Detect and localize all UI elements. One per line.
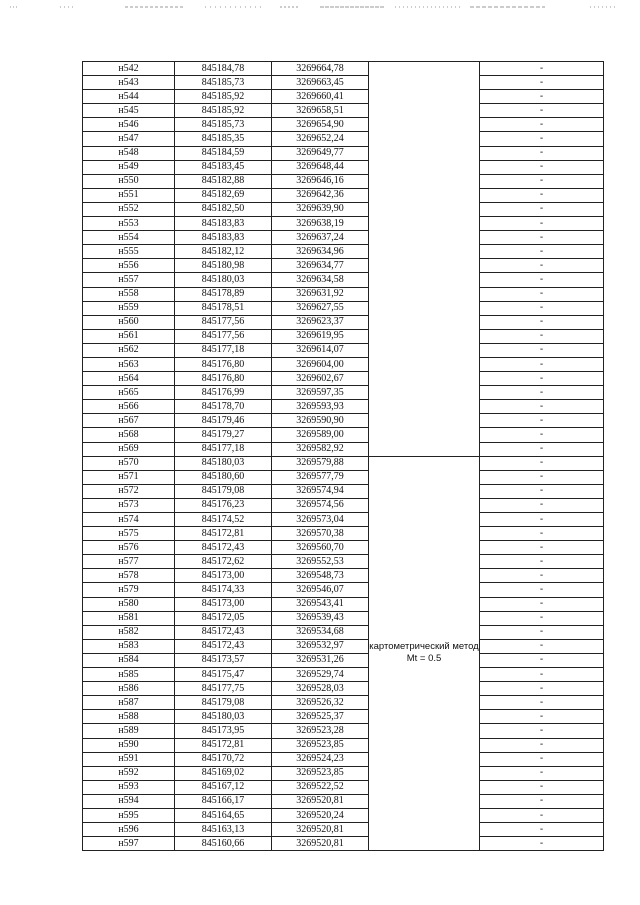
point-id-cell: н559 bbox=[83, 301, 175, 315]
x-coordinate-cell: 845179,46 bbox=[175, 414, 272, 428]
point-id-cell: н591 bbox=[83, 752, 175, 766]
x-coordinate-cell: 845184,59 bbox=[175, 146, 272, 160]
dash-cell: - bbox=[480, 696, 604, 710]
x-coordinate-cell: 845175,47 bbox=[175, 668, 272, 682]
dash-cell: - bbox=[480, 343, 604, 357]
x-coordinate-cell: 845172,43 bbox=[175, 639, 272, 653]
point-id-cell: н543 bbox=[83, 76, 175, 90]
y-coordinate-cell: 3269532,97 bbox=[272, 639, 369, 653]
y-coordinate-cell: 3269526,32 bbox=[272, 696, 369, 710]
dash-cell: - bbox=[480, 357, 604, 371]
x-coordinate-cell: 845172,05 bbox=[175, 611, 272, 625]
dash-cell: - bbox=[480, 386, 604, 400]
y-coordinate-cell: 3269638,19 bbox=[272, 217, 369, 231]
x-coordinate-cell: 845163,13 bbox=[175, 823, 272, 837]
dash-cell: - bbox=[480, 76, 604, 90]
dash-cell: - bbox=[480, 513, 604, 527]
point-id-cell: н596 bbox=[83, 823, 175, 837]
point-id-cell: н548 bbox=[83, 146, 175, 160]
dash-cell: - bbox=[480, 132, 604, 146]
dash-cell: - bbox=[480, 442, 604, 456]
y-coordinate-cell: 3269574,94 bbox=[272, 484, 369, 498]
point-id-cell: н597 bbox=[83, 837, 175, 851]
table-row bbox=[83, 372, 604, 386]
dash-cell: - bbox=[480, 245, 604, 259]
x-coordinate-cell: 845176,23 bbox=[175, 498, 272, 512]
y-coordinate-cell: 3269523,85 bbox=[272, 738, 369, 752]
x-coordinate-cell: 845164,65 bbox=[175, 808, 272, 822]
table-row bbox=[83, 808, 604, 822]
point-id-cell: н585 bbox=[83, 668, 175, 682]
dash-cell: - bbox=[480, 597, 604, 611]
point-id-cell: н569 bbox=[83, 442, 175, 456]
x-coordinate-cell: 845172,81 bbox=[175, 738, 272, 752]
table-row bbox=[83, 639, 604, 653]
point-id-cell: н575 bbox=[83, 527, 175, 541]
y-coordinate-cell: 3269663,45 bbox=[272, 76, 369, 90]
x-coordinate-cell: 845185,92 bbox=[175, 90, 272, 104]
x-coordinate-cell: 845185,73 bbox=[175, 76, 272, 90]
dash-cell: - bbox=[480, 160, 604, 174]
y-coordinate-cell: 3269634,96 bbox=[272, 245, 369, 259]
point-id-cell: н542 bbox=[83, 62, 175, 76]
point-id-cell: н572 bbox=[83, 484, 175, 498]
x-coordinate-cell: 845176,80 bbox=[175, 372, 272, 386]
table-row bbox=[83, 738, 604, 752]
table-row bbox=[83, 118, 604, 132]
point-id-cell: н577 bbox=[83, 555, 175, 569]
point-id-cell: н566 bbox=[83, 400, 175, 414]
dash-cell: - bbox=[480, 372, 604, 386]
y-coordinate-cell: 3269520,81 bbox=[272, 837, 369, 851]
point-id-cell: н583 bbox=[83, 639, 175, 653]
x-coordinate-cell: 845173,95 bbox=[175, 724, 272, 738]
x-coordinate-cell: 845184,78 bbox=[175, 62, 272, 76]
y-coordinate-cell: 3269649,77 bbox=[272, 146, 369, 160]
x-coordinate-cell: 845178,51 bbox=[175, 301, 272, 315]
table-row bbox=[83, 329, 604, 343]
table-row bbox=[83, 527, 604, 541]
point-id-cell: н545 bbox=[83, 104, 175, 118]
x-coordinate-cell: 845182,88 bbox=[175, 174, 272, 188]
y-coordinate-cell: 3269548,73 bbox=[272, 569, 369, 583]
point-id-cell: н568 bbox=[83, 428, 175, 442]
y-coordinate-cell: 3269534,68 bbox=[272, 625, 369, 639]
y-coordinate-cell: 3269520,81 bbox=[272, 823, 369, 837]
dash-cell: - bbox=[480, 470, 604, 484]
x-coordinate-cell: 845182,69 bbox=[175, 188, 272, 202]
x-coordinate-cell: 845179,08 bbox=[175, 696, 272, 710]
table-row bbox=[83, 287, 604, 301]
point-id-cell: н594 bbox=[83, 794, 175, 808]
y-coordinate-cell: 3269639,90 bbox=[272, 202, 369, 216]
x-coordinate-cell: 845173,00 bbox=[175, 597, 272, 611]
table-row bbox=[83, 146, 604, 160]
dash-cell: - bbox=[480, 752, 604, 766]
dash-cell: - bbox=[480, 217, 604, 231]
point-id-cell: н567 bbox=[83, 414, 175, 428]
dash-cell: - bbox=[480, 273, 604, 287]
coordinates-table bbox=[82, 61, 604, 851]
point-id-cell: н549 bbox=[83, 160, 175, 174]
x-coordinate-cell: 845185,35 bbox=[175, 132, 272, 146]
table-row bbox=[83, 132, 604, 146]
point-id-cell: н557 bbox=[83, 273, 175, 287]
x-coordinate-cell: 845176,80 bbox=[175, 357, 272, 371]
dash-cell: - bbox=[480, 738, 604, 752]
method-cell-empty bbox=[369, 62, 480, 457]
y-coordinate-cell: 3269523,85 bbox=[272, 766, 369, 780]
y-coordinate-cell: 3269543,41 bbox=[272, 597, 369, 611]
table-row bbox=[83, 668, 604, 682]
x-coordinate-cell: 845172,62 bbox=[175, 555, 272, 569]
point-id-cell: н547 bbox=[83, 132, 175, 146]
dash-cell: - bbox=[480, 555, 604, 569]
table-row bbox=[83, 555, 604, 569]
dash-cell: - bbox=[480, 611, 604, 625]
dash-cell: - bbox=[480, 456, 604, 470]
point-id-cell: н579 bbox=[83, 583, 175, 597]
dash-cell: - bbox=[480, 724, 604, 738]
point-id-cell: н553 bbox=[83, 217, 175, 231]
point-id-cell: н578 bbox=[83, 569, 175, 583]
table-row bbox=[83, 752, 604, 766]
x-coordinate-cell: 845180,03 bbox=[175, 710, 272, 724]
x-coordinate-cell: 845180,60 bbox=[175, 470, 272, 484]
dash-cell: - bbox=[480, 484, 604, 498]
y-coordinate-cell: 3269604,00 bbox=[272, 357, 369, 371]
y-coordinate-cell: 3269627,55 bbox=[272, 301, 369, 315]
method-cell: картометрический метод Mt = 0.5 bbox=[369, 456, 480, 851]
y-coordinate-cell: 3269589,00 bbox=[272, 428, 369, 442]
x-coordinate-cell: 845185,73 bbox=[175, 118, 272, 132]
table-row bbox=[83, 104, 604, 118]
table-row bbox=[83, 315, 604, 329]
dash-cell: - bbox=[480, 653, 604, 667]
y-coordinate-cell: 3269597,35 bbox=[272, 386, 369, 400]
y-coordinate-cell: 3269614,07 bbox=[272, 343, 369, 357]
y-coordinate-cell: 3269646,16 bbox=[272, 174, 369, 188]
dash-cell: - bbox=[480, 794, 604, 808]
dash-cell: - bbox=[480, 329, 604, 343]
table-row bbox=[83, 766, 604, 780]
table-row bbox=[83, 386, 604, 400]
x-coordinate-cell: 845177,18 bbox=[175, 343, 272, 357]
x-coordinate-cell: 845179,27 bbox=[175, 428, 272, 442]
point-id-cell: н586 bbox=[83, 682, 175, 696]
table-row bbox=[83, 301, 604, 315]
point-id-cell: н551 bbox=[83, 188, 175, 202]
table-row bbox=[83, 780, 604, 794]
dash-cell: - bbox=[480, 259, 604, 273]
x-coordinate-cell: 845182,12 bbox=[175, 245, 272, 259]
y-coordinate-cell: 3269524,23 bbox=[272, 752, 369, 766]
y-coordinate-cell: 3269531,26 bbox=[272, 653, 369, 667]
y-coordinate-cell: 3269602,67 bbox=[272, 372, 369, 386]
dash-cell: - bbox=[480, 287, 604, 301]
y-coordinate-cell: 3269642,36 bbox=[272, 188, 369, 202]
point-id-cell: н555 bbox=[83, 245, 175, 259]
table-row bbox=[83, 611, 604, 625]
dash-cell: - bbox=[480, 104, 604, 118]
y-coordinate-cell: 3269523,28 bbox=[272, 724, 369, 738]
dash-cell: - bbox=[480, 541, 604, 555]
point-id-cell: н589 bbox=[83, 724, 175, 738]
point-id-cell: н584 bbox=[83, 653, 175, 667]
x-coordinate-cell: 845167,12 bbox=[175, 780, 272, 794]
x-coordinate-cell: 845185,92 bbox=[175, 104, 272, 118]
dash-cell: - bbox=[480, 823, 604, 837]
table-row bbox=[83, 724, 604, 738]
x-coordinate-cell: 845172,43 bbox=[175, 625, 272, 639]
y-coordinate-cell: 3269573,04 bbox=[272, 513, 369, 527]
y-coordinate-cell: 3269520,24 bbox=[272, 808, 369, 822]
y-coordinate-cell: 3269590,90 bbox=[272, 414, 369, 428]
y-coordinate-cell: 3269623,37 bbox=[272, 315, 369, 329]
point-id-cell: н550 bbox=[83, 174, 175, 188]
x-coordinate-cell: 845183,45 bbox=[175, 160, 272, 174]
dash-cell: - bbox=[480, 90, 604, 104]
x-coordinate-cell: 845177,56 bbox=[175, 329, 272, 343]
x-coordinate-cell: 845183,83 bbox=[175, 231, 272, 245]
y-coordinate-cell: 3269582,92 bbox=[272, 442, 369, 456]
table-row bbox=[83, 625, 604, 639]
point-id-cell: н590 bbox=[83, 738, 175, 752]
y-coordinate-cell: 3269574,56 bbox=[272, 498, 369, 512]
x-coordinate-cell: 845172,81 bbox=[175, 527, 272, 541]
table-row bbox=[83, 583, 604, 597]
point-id-cell: н582 bbox=[83, 625, 175, 639]
table-row bbox=[83, 428, 604, 442]
point-id-cell: н544 bbox=[83, 90, 175, 104]
x-coordinate-cell: 845169,02 bbox=[175, 766, 272, 780]
dash-cell: - bbox=[480, 710, 604, 724]
table-row bbox=[83, 541, 604, 555]
x-coordinate-cell: 845177,56 bbox=[175, 315, 272, 329]
y-coordinate-cell: 3269634,58 bbox=[272, 273, 369, 287]
y-coordinate-cell: 3269652,24 bbox=[272, 132, 369, 146]
point-id-cell: н588 bbox=[83, 710, 175, 724]
table-row bbox=[83, 202, 604, 216]
table-row bbox=[83, 357, 604, 371]
dash-cell: - bbox=[480, 780, 604, 794]
y-coordinate-cell: 3269637,24 bbox=[272, 231, 369, 245]
table-row bbox=[83, 794, 604, 808]
y-coordinate-cell: 3269528,03 bbox=[272, 682, 369, 696]
point-id-cell: н581 bbox=[83, 611, 175, 625]
table-row bbox=[83, 513, 604, 527]
point-id-cell: н580 bbox=[83, 597, 175, 611]
y-coordinate-cell: 3269522,52 bbox=[272, 780, 369, 794]
y-coordinate-cell: 3269631,92 bbox=[272, 287, 369, 301]
dash-cell: - bbox=[480, 808, 604, 822]
x-coordinate-cell: 845177,75 bbox=[175, 682, 272, 696]
dash-cell: - bbox=[480, 301, 604, 315]
point-id-cell: н587 bbox=[83, 696, 175, 710]
x-coordinate-cell: 845178,89 bbox=[175, 287, 272, 301]
table-row bbox=[83, 343, 604, 357]
dash-cell: - bbox=[480, 231, 604, 245]
y-coordinate-cell: 3269560,70 bbox=[272, 541, 369, 555]
dash-cell: - bbox=[480, 315, 604, 329]
y-coordinate-cell: 3269539,43 bbox=[272, 611, 369, 625]
point-id-cell: н554 bbox=[83, 231, 175, 245]
dash-cell: - bbox=[480, 202, 604, 216]
dash-cell: - bbox=[480, 414, 604, 428]
table-row bbox=[83, 470, 604, 484]
x-coordinate-cell: 845183,83 bbox=[175, 217, 272, 231]
x-coordinate-cell: 845174,33 bbox=[175, 583, 272, 597]
dash-cell: - bbox=[480, 498, 604, 512]
dash-cell: - bbox=[480, 62, 604, 76]
point-id-cell: н570 bbox=[83, 456, 175, 470]
x-coordinate-cell: 845182,50 bbox=[175, 202, 272, 216]
y-coordinate-cell: 3269577,79 bbox=[272, 470, 369, 484]
y-coordinate-cell: 3269570,38 bbox=[272, 527, 369, 541]
table-row bbox=[83, 498, 604, 512]
table-row bbox=[83, 400, 604, 414]
x-coordinate-cell: 845173,57 bbox=[175, 653, 272, 667]
y-coordinate-cell: 3269658,51 bbox=[272, 104, 369, 118]
y-coordinate-cell: 3269654,90 bbox=[272, 118, 369, 132]
y-coordinate-cell: 3269552,53 bbox=[272, 555, 369, 569]
table-row bbox=[83, 188, 604, 202]
y-coordinate-cell: 3269529,74 bbox=[272, 668, 369, 682]
scan-artifact-marks bbox=[0, 0, 640, 14]
x-coordinate-cell: 845174,52 bbox=[175, 513, 272, 527]
dash-cell: - bbox=[480, 428, 604, 442]
point-id-cell: н592 bbox=[83, 766, 175, 780]
dash-cell: - bbox=[480, 118, 604, 132]
y-coordinate-cell: 3269579,88 bbox=[272, 456, 369, 470]
point-id-cell: н556 bbox=[83, 259, 175, 273]
y-coordinate-cell: 3269546,07 bbox=[272, 583, 369, 597]
table-row bbox=[83, 653, 604, 667]
dash-cell: - bbox=[480, 188, 604, 202]
x-coordinate-cell: 845179,08 bbox=[175, 484, 272, 498]
x-coordinate-cell: 845176,99 bbox=[175, 386, 272, 400]
table-row bbox=[83, 62, 604, 76]
table-row bbox=[83, 442, 604, 456]
table-row bbox=[83, 484, 604, 498]
y-coordinate-cell: 3269593,93 bbox=[272, 400, 369, 414]
dash-cell: - bbox=[480, 569, 604, 583]
point-id-cell: н565 bbox=[83, 386, 175, 400]
dash-cell: - bbox=[480, 527, 604, 541]
dash-cell: - bbox=[480, 682, 604, 696]
point-id-cell: н593 bbox=[83, 780, 175, 794]
table-row bbox=[83, 569, 604, 583]
y-coordinate-cell: 3269648,44 bbox=[272, 160, 369, 174]
x-coordinate-cell: 845170,72 bbox=[175, 752, 272, 766]
point-id-cell: н595 bbox=[83, 808, 175, 822]
y-coordinate-cell: 3269619,95 bbox=[272, 329, 369, 343]
y-coordinate-cell: 3269525,37 bbox=[272, 710, 369, 724]
table-row bbox=[83, 245, 604, 259]
dash-cell: - bbox=[480, 625, 604, 639]
dash-cell: - bbox=[480, 837, 604, 851]
table-row bbox=[83, 696, 604, 710]
point-id-cell: н573 bbox=[83, 498, 175, 512]
y-coordinate-cell: 3269634,77 bbox=[272, 259, 369, 273]
point-id-cell: н546 bbox=[83, 118, 175, 132]
table-row bbox=[83, 76, 604, 90]
x-coordinate-cell: 845172,43 bbox=[175, 541, 272, 555]
x-coordinate-cell: 845180,03 bbox=[175, 456, 272, 470]
dash-cell: - bbox=[480, 400, 604, 414]
dash-cell: - bbox=[480, 583, 604, 597]
y-coordinate-cell: 3269660,41 bbox=[272, 90, 369, 104]
x-coordinate-cell: 845160,66 bbox=[175, 837, 272, 851]
table-row bbox=[83, 597, 604, 611]
table-row bbox=[83, 682, 604, 696]
dash-cell: - bbox=[480, 766, 604, 780]
y-coordinate-cell: 3269664,78 bbox=[272, 62, 369, 76]
table-row bbox=[83, 273, 604, 287]
dash-cell: - bbox=[480, 639, 604, 653]
table-row bbox=[83, 823, 604, 837]
point-id-cell: н564 bbox=[83, 372, 175, 386]
table-row bbox=[83, 174, 604, 188]
table-row bbox=[83, 414, 604, 428]
point-id-cell: н563 bbox=[83, 357, 175, 371]
point-id-cell: н552 bbox=[83, 202, 175, 216]
point-id-cell: н574 bbox=[83, 513, 175, 527]
point-id-cell: н562 bbox=[83, 343, 175, 357]
point-id-cell: н576 bbox=[83, 541, 175, 555]
x-coordinate-cell: 845180,98 bbox=[175, 259, 272, 273]
dash-cell: - bbox=[480, 174, 604, 188]
dash-cell: - bbox=[480, 668, 604, 682]
y-coordinate-cell: 3269520,81 bbox=[272, 794, 369, 808]
x-coordinate-cell: 845173,00 bbox=[175, 569, 272, 583]
table-row bbox=[83, 90, 604, 104]
coordinates-table-body bbox=[83, 62, 604, 851]
table-row bbox=[83, 837, 604, 851]
table-row bbox=[83, 217, 604, 231]
table-row bbox=[83, 160, 604, 174]
point-id-cell: н571 bbox=[83, 470, 175, 484]
table-row bbox=[83, 259, 604, 273]
x-coordinate-cell: 845180,03 bbox=[175, 273, 272, 287]
x-coordinate-cell: 845177,18 bbox=[175, 442, 272, 456]
table-row bbox=[83, 710, 604, 724]
point-id-cell: н561 bbox=[83, 329, 175, 343]
table-row bbox=[83, 231, 604, 245]
point-id-cell: н558 bbox=[83, 287, 175, 301]
table-row bbox=[83, 456, 604, 470]
x-coordinate-cell: 845166,17 bbox=[175, 794, 272, 808]
x-coordinate-cell: 845178,70 bbox=[175, 400, 272, 414]
dash-cell: - bbox=[480, 146, 604, 160]
point-id-cell: н560 bbox=[83, 315, 175, 329]
